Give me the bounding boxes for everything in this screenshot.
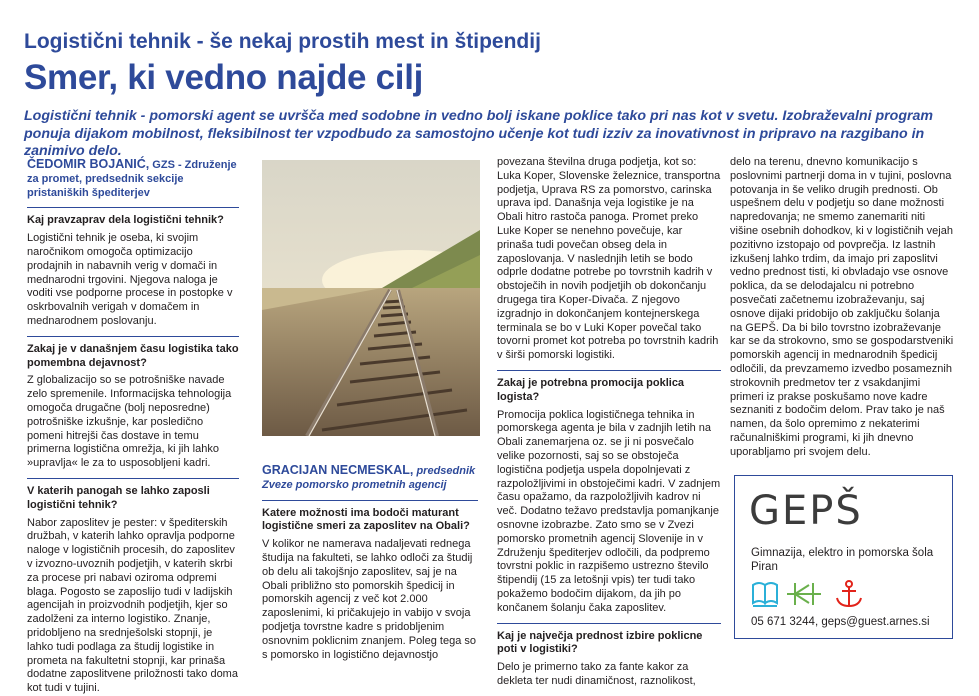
question-heading: Zakaj je potrebna promocija poklica logista?	[497, 376, 685, 403]
question-heading: Zakaj je v današnjem času logistika tako pomembna dejavnost?	[27, 342, 239, 369]
school-icons	[751, 579, 871, 614]
divider	[27, 336, 239, 337]
school-logo-wordmark: GEPŠ	[749, 488, 863, 534]
column-1	[27, 157, 239, 696]
circuit-icon	[787, 583, 821, 605]
answer-paragraph: Nabor zaposlitev je pester: v špediterskih družbah, v katerih lahko opravlja podporne naloge v logističnih procesih, do zaposlitev v izvozno-uvoznih podjetjih, v katerih skrbi za procese pri nabavi oziroma odpremi blaga. Pogosto se zaposlijo tudi v ladijskih agencijah in proizvodnih podjetjih, kjer so zadolženi za interno logistiko. Znanje, pridobljeno na srednješolski stopnji, je lahko tudi podlaga za študij logistike in prometa na fakultetni stopnji, kar prinaša dodatne zaposlitvene priložnosti tako doma kot tudi v tujini.	[27, 516, 238, 695]
author-1-name: ČEDOMIR BOJANIĆ,	[27, 157, 150, 171]
column-4	[730, 156, 954, 460]
anchor-icon	[837, 581, 861, 606]
author-2-role: predsednik Zveze pomorsko prometnih agencij	[262, 465, 476, 491]
article-lead: Logistični tehnik - pomorski agent se uvršča med sodobne in vedno bolj iskane poklice tako pri nas kot v svetu. Izobraževalni program ponuja dijakom mobilnost, fleksibilnost ter vzpodbudo za samostojno učenje kot tudi izziv za inovativnost in pripravo na razgibano in zanimivo delo.	[24, 108, 934, 159]
book-icon	[753, 583, 777, 606]
column-3	[497, 156, 721, 689]
question-heading: Katere možnosti ima bodoči maturant logistične smeri za zaposlitev na Obali?	[262, 506, 470, 533]
divider	[497, 623, 721, 624]
question-heading: Kaj je največja prednost izbire poklicne poti v logistiki?	[497, 629, 703, 656]
author-2-name: GRACIJAN NECMESKAL,	[262, 463, 414, 477]
school-logo-box	[734, 475, 953, 639]
school-name: Gimnazija, elektro in pomorska šola Piran	[751, 547, 934, 573]
answer-paragraph: Delo je primerno tako za fante kakor za dekleta ter nudi dinamičnost, raznolikost,	[497, 661, 696, 687]
author-1-role: GZS - Združenje za promet, predsednik sekcije pristaniških špediterjev	[27, 159, 237, 199]
question-heading: V katerih panogah se lahko zaposli logistični tehnik?	[27, 484, 210, 511]
answer-paragraph: V kolikor ne namerava nadaljevati rednega študija na fakulteti, se lahko odloči za študij ob delu ali takojšnjo zaposlitev, saj je na Obali približno sto pomorskih špedicij in pomorskih agencij z več kot 2.000 zaposlenimi, ki pričakujejo in vabijo v svoja podjetja tovrstne kadre s pridobljenim osnovnim poklicnim znanjem. Poleg tega so s pomorsko in logistično dejavnostjo	[262, 538, 477, 661]
answer-paragraph: Z globalizacijo so se potrošniške navade zelo spremenile. Informacijska tehnologija omogoča drugačne (bolj neposredne) potrošniške izkušnje, kar posledično pomeni hitrejši čas dostave in temu primerna logistična omrežja, ki jih lahko »upravlja« le za to usposobljeni kadri.	[27, 374, 232, 470]
answer-paragraph: povezana številna druga podjetja, kot so: Luka Koper, Slovenske železnice, transportna podjetja, Uprava RS za pomorstvo, carinska uprava ipd. Današnja veja logistike je na Obali hitro rastoča panoga. Promet preko Luke Koper se nenehno povečuje, kar prinaša tudi povečan obseg dela in zaposlovanja. V naslednjih letih se bodo odprle dodatne potrebe po tovrstnih kadrih v obstoječih in novih podjetjih ob dokončanju drugega tira Koper-Divača. Z njegovo izgradnjo in dokončanjem kontejnerskega terminala se bo v Luki Koper povečal tako tovorni promet kot potreba po tovrstnih kadrih v širši pomorski logistiki.	[497, 156, 721, 362]
column-2	[262, 463, 478, 662]
divider	[27, 207, 239, 208]
article-title: Smer, ki vedno najde cilj	[24, 58, 424, 97]
author-1-byline	[27, 157, 239, 200]
answer-paragraph: Logistični tehnik je oseba, ki svojim naročnikom omogoča optimizacijo prodajnih in nabavnih verig v domači in mednarodni trgovini. Njegova naloga je voditi vse podporne procese in postopke v oskrbovalnih verigah v domačem in mednarodnem poslovanju.	[27, 232, 233, 327]
answer-paragraph: Promocija poklica logističnega tehnika in pomorskega agenta je bila v zadnjih letih na Obali zanemarjena oz. se ji ni posvečalo velike pozornosti, saj so se obstoječa logistična podjetja uspela dopolnjevati z razpoložljivimi in obstoječimi kadri. V zadnjem času opažamo, da razpoložljivih kadrov ni več. Dodatno težavo predstavlja pomanjkanje osnovne izobrazbe. Zato smo se v Zvezi pomorsko prometnih agencij Slovenije in v Združenju špediterjev odločili, da podpremo tovrstni poklic in razpišemo ustrezno število štipendij (15 za letošnji vpis) ter tudi tako pokažemo bodočim dijakom, da jih po končanem šolanju čaka zaposlitev.	[497, 408, 721, 614]
answer-paragraph: delo na terenu, dnevno komunikacijo s poslovnimi partnerji doma in v tujini, poslovna potovanja in še veliko drugih prednosti. Ob uspešnem delu v podjetju so dane možnosti napredovanja; ne smemo zanemariti niti višine osebnih dohodkov, ki v logističnih vejah pozitivno izstopajo od povprečja. Iz lastnih izkušenj lahko trdim, da imajo pri zaposlitvi vedno prednost tisti, ki obvladajo vse osnove poklica, da se delodajalcu ni potrebno posvečati začetnemu izobraževanju, saj osnove dijaki pridobijo ob zaključku šolanja na GEPŠ. Da bi bilo tovrstno izobraževanje kar se da strokovno, smo se gospodarstveniki pomorskih agencij in mednarodnih špedicij odločili, da prevzamemo izvedbo posameznih strokovnih predmetov ter z vsakdanjimi primeri iz prakse poskušamo nove kadre seznaniti z bodočim delom. Prav tako je naš namen, da šolo opremimo z nekaterimi računalniškimi programi, ki jih dnevno uporabljamo pri svojem delu.	[730, 156, 954, 458]
question-heading: Kaj pravzaprav dela logistični tehnik?	[27, 214, 224, 227]
school-contact: 05 671 3244, geps@guest.arnes.si	[751, 616, 930, 628]
divider	[262, 500, 478, 501]
divider	[497, 370, 721, 371]
railway-photo	[262, 160, 480, 436]
author-2-byline	[262, 463, 478, 493]
article-kicker: Logistični tehnik - še nekaj prostih mest in štipendij	[24, 30, 541, 53]
divider	[27, 478, 239, 479]
